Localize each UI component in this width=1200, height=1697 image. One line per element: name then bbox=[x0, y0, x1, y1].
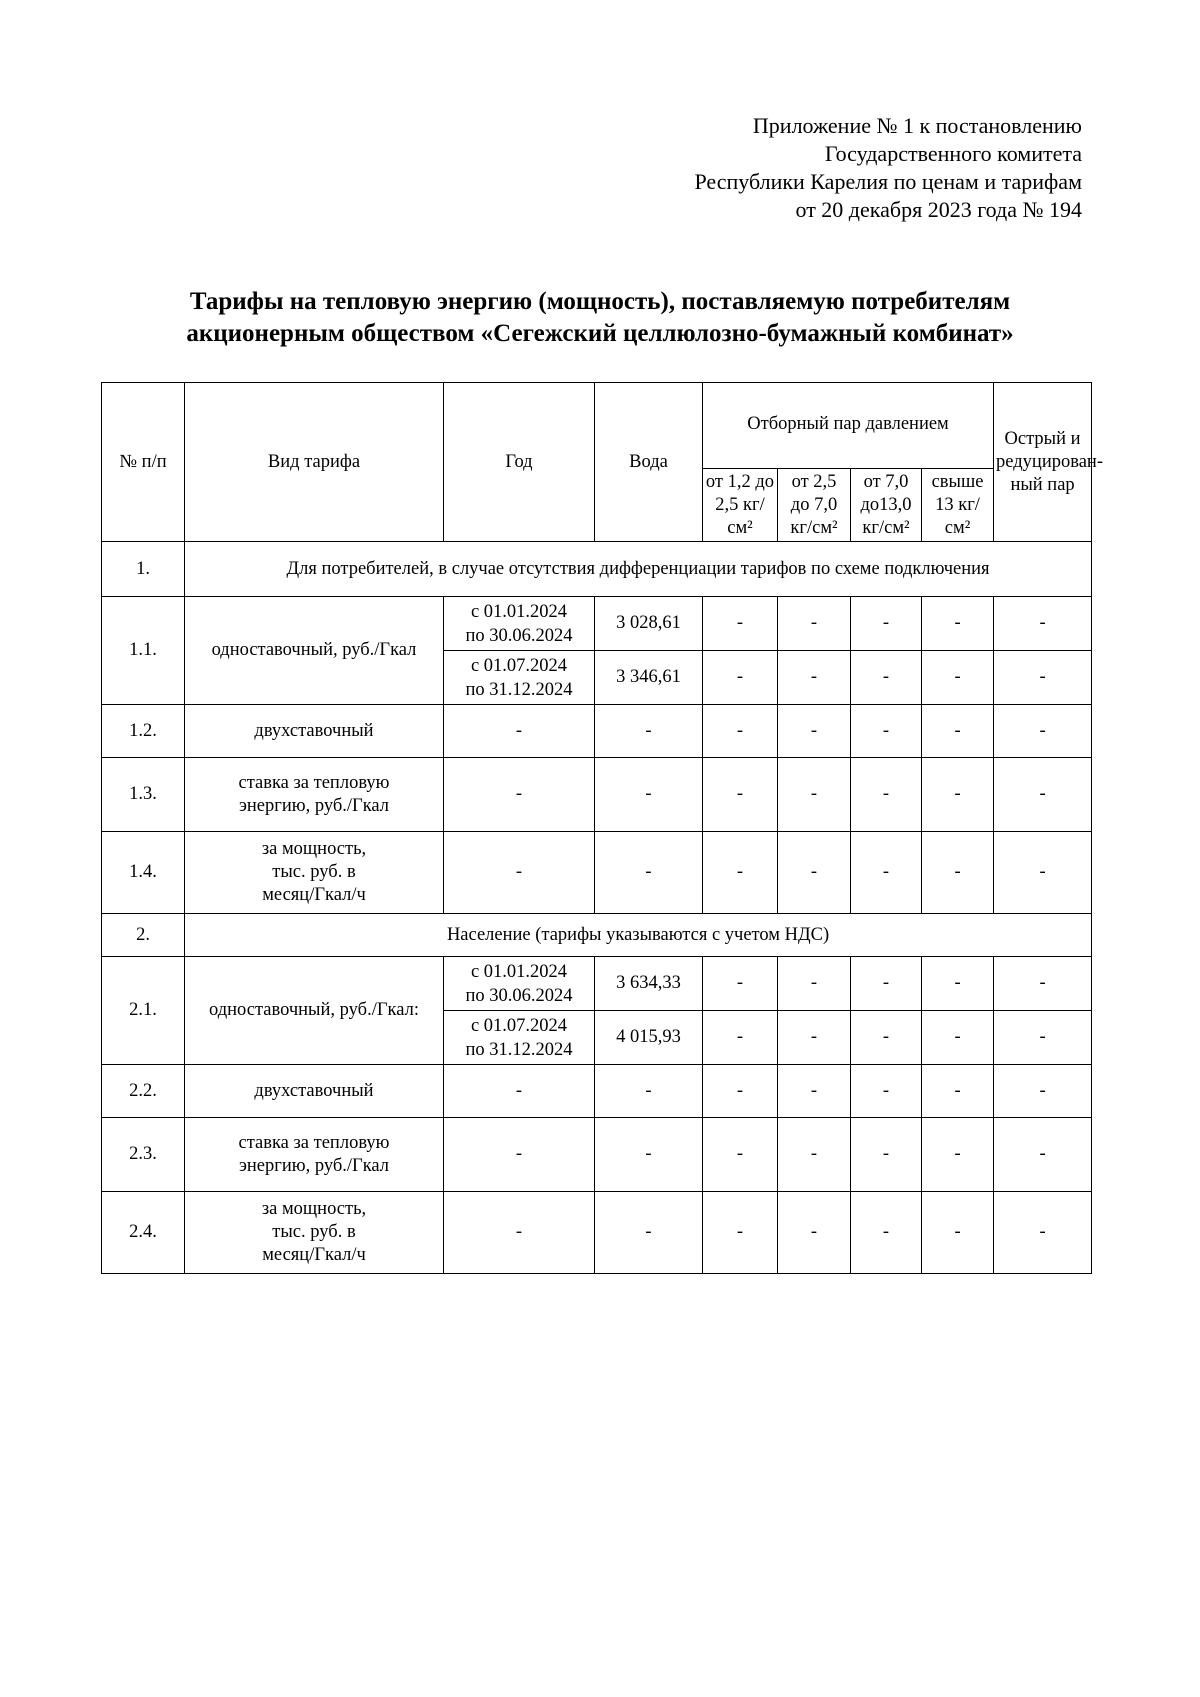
period-to: по 30.06.2024 bbox=[465, 625, 573, 646]
steam-1-value: - bbox=[703, 1065, 778, 1118]
steam-3-value: - bbox=[851, 651, 922, 705]
steam-4-value: - bbox=[922, 597, 994, 651]
row-num: 2.3. bbox=[102, 1118, 185, 1192]
row-period bbox=[444, 597, 595, 651]
steam-4-value: - bbox=[922, 1118, 994, 1192]
row-kind-line: месяц/Гкал/ч bbox=[262, 885, 366, 905]
row-period bbox=[444, 957, 595, 1011]
row-kind bbox=[185, 1065, 444, 1118]
title-line-2: акционерным обществом «Сегежский целлюлозно-бумажный комбинат» bbox=[186, 320, 1014, 347]
steam-2-value: - bbox=[778, 832, 851, 914]
water-value: - bbox=[595, 1065, 703, 1118]
steam-4-value: - bbox=[922, 705, 994, 758]
section-title: Для потребителей, в случае отсутствия дифференциации тарифов по схеме подключения bbox=[185, 542, 1092, 597]
sharp-steam-value: - bbox=[994, 1011, 1092, 1065]
row-kind-line: двухставочный bbox=[254, 720, 374, 741]
steam-3-value: - bbox=[851, 597, 922, 651]
steam-2-value: - bbox=[778, 957, 851, 1011]
appendix-line: Приложение № 1 к постановлению bbox=[752, 113, 1082, 138]
steam-4-value: - bbox=[922, 651, 994, 705]
period-from: с 01.07.2024 bbox=[470, 1015, 568, 1036]
row-kind bbox=[185, 832, 444, 914]
section-num: 1. bbox=[102, 542, 185, 597]
water-value: - bbox=[595, 832, 703, 914]
title-line-1: Тарифы на тепловую энергию (мощность), поставляемую потребителям bbox=[189, 288, 1011, 315]
steam-2-value: - bbox=[778, 1118, 851, 1192]
period-to: по 30.06.2024 bbox=[465, 985, 573, 1006]
row-kind: одноставочный, руб./Гкал bbox=[185, 597, 444, 705]
steam-3-value: - bbox=[851, 1192, 922, 1274]
row-year: - bbox=[444, 705, 595, 758]
steam-3-value: - bbox=[851, 705, 922, 758]
header-steam-2: от 2,5 до 7,0 кг/см² bbox=[778, 469, 851, 542]
row-kind-line: ставка за тепловую bbox=[238, 772, 390, 793]
table-row bbox=[102, 1065, 1092, 1118]
water-value: - bbox=[595, 758, 703, 832]
tariff-table bbox=[101, 382, 1103, 1274]
row-year: - bbox=[444, 832, 595, 914]
row-num: 1.4. bbox=[102, 832, 185, 914]
steam-3-value: - bbox=[851, 957, 922, 1011]
table-row bbox=[102, 1118, 1092, 1192]
row-period bbox=[444, 651, 595, 705]
period-to: по 31.12.2024 bbox=[465, 679, 573, 700]
steam-2-value: - bbox=[778, 597, 851, 651]
steam-2-value: - bbox=[778, 758, 851, 832]
steam-1-value: - bbox=[703, 597, 778, 651]
steam-2-value: - bbox=[778, 1065, 851, 1118]
row-num: 2.4. bbox=[102, 1192, 185, 1274]
header-kind: Вид тарифа bbox=[185, 383, 444, 542]
steam-4-value: - bbox=[922, 832, 994, 914]
row-kind-line: тыс. руб. в bbox=[272, 1222, 356, 1242]
steam-1-value: - bbox=[703, 1118, 778, 1192]
steam-3-value: - bbox=[851, 1118, 922, 1192]
header-steam-1: от 1,2 до 2,5 кг/см² bbox=[703, 469, 778, 542]
section-row bbox=[102, 914, 1092, 957]
row-num: 1.3. bbox=[102, 758, 185, 832]
row-kind: одноставочный, руб./Гкал: bbox=[185, 957, 444, 1065]
period-from: с 01.01.2024 bbox=[470, 961, 568, 982]
sharp-steam-value: - bbox=[994, 1192, 1092, 1274]
steam-1-value: - bbox=[703, 1192, 778, 1274]
row-kind bbox=[185, 1118, 444, 1192]
row-kind-line: за мощность, bbox=[261, 1199, 367, 1219]
row-kind bbox=[185, 705, 444, 758]
section-title: Население (тарифы указываются с учетом НДС) bbox=[185, 914, 1092, 957]
appendix-line: Республики Карелия по ценам и тарифам bbox=[694, 169, 1082, 194]
header-year: Год bbox=[444, 383, 595, 542]
row-num: 1.2. bbox=[102, 705, 185, 758]
steam-2-value: - bbox=[778, 705, 851, 758]
row-kind-line: за мощность, bbox=[261, 839, 367, 859]
period-from: с 01.01.2024 bbox=[470, 601, 568, 622]
period-to: по 31.12.2024 bbox=[465, 1039, 573, 1060]
steam-1-value: - bbox=[703, 758, 778, 832]
section-num: 2. bbox=[102, 914, 185, 957]
row-num: 1.1. bbox=[102, 597, 185, 705]
steam-3-value: - bbox=[851, 758, 922, 832]
steam-4-value: - bbox=[922, 957, 994, 1011]
sharp-steam-value: - bbox=[994, 705, 1092, 758]
water-value: - bbox=[595, 1118, 703, 1192]
row-year: - bbox=[444, 1192, 595, 1274]
steam-3-value: - bbox=[851, 1065, 922, 1118]
sharp-steam-value: - bbox=[994, 758, 1092, 832]
water-value: 3 346,61 bbox=[595, 651, 703, 705]
water-value: 3 634,33 bbox=[595, 957, 703, 1011]
steam-3-value: - bbox=[851, 832, 922, 914]
steam-4-value: - bbox=[922, 758, 994, 832]
table-row bbox=[102, 758, 1092, 832]
steam-1-value: - bbox=[703, 957, 778, 1011]
row-year: - bbox=[444, 758, 595, 832]
header-num: № п/п bbox=[102, 383, 185, 542]
sharp-steam-value: - bbox=[994, 1065, 1092, 1118]
steam-2-value: - bbox=[778, 1011, 851, 1065]
row-kind-line: энергию, руб./Гкал bbox=[238, 1155, 390, 1176]
water-value: - bbox=[595, 705, 703, 758]
document-title bbox=[100, 286, 1100, 350]
table-row bbox=[102, 832, 1092, 914]
steam-4-value: - bbox=[922, 1011, 994, 1065]
table-row bbox=[102, 705, 1092, 758]
appendix-note bbox=[522, 112, 1082, 224]
period-from: с 01.07.2024 bbox=[470, 655, 568, 676]
sharp-steam-value: - bbox=[994, 832, 1092, 914]
steam-1-value: - bbox=[703, 705, 778, 758]
appendix-line: от 20 декабря 2023 года № 194 bbox=[795, 197, 1082, 222]
steam-1-value: - bbox=[703, 651, 778, 705]
table-row bbox=[102, 957, 1092, 1011]
appendix-line: Государственного комитета bbox=[824, 141, 1082, 166]
steam-2-value: - bbox=[778, 651, 851, 705]
steam-2-value: - bbox=[778, 1192, 851, 1274]
water-value: 3 028,61 bbox=[595, 597, 703, 651]
sharp-steam-value: - bbox=[994, 597, 1092, 651]
row-kind-line: месяц/Гкал/ч bbox=[262, 1245, 366, 1265]
row-kind-line: ставка за тепловую bbox=[238, 1132, 390, 1153]
steam-1-value: - bbox=[703, 1011, 778, 1065]
row-year: - bbox=[444, 1065, 595, 1118]
row-period bbox=[444, 1011, 595, 1065]
sharp-steam-value: - bbox=[994, 1118, 1092, 1192]
row-kind-line: энергию, руб./Гкал bbox=[238, 795, 390, 816]
sharp-steam-value: - bbox=[994, 957, 1092, 1011]
header-sharp-steam: Острый и редуцирован-ный пар bbox=[994, 383, 1092, 542]
row-year: - bbox=[444, 1118, 595, 1192]
section-row bbox=[102, 542, 1092, 597]
row-num: 2.2. bbox=[102, 1065, 185, 1118]
header-steam-4: свыше 13 кг/см² bbox=[922, 469, 994, 542]
row-kind-line: тыс. руб. в bbox=[272, 862, 356, 882]
header-steam-group: Отборный пар давлением bbox=[703, 383, 994, 469]
steam-3-value: - bbox=[851, 1011, 922, 1065]
row-num: 2.1. bbox=[102, 957, 185, 1065]
water-value: 4 015,93 bbox=[595, 1011, 703, 1065]
water-value: - bbox=[595, 1192, 703, 1274]
sharp-steam-value: - bbox=[994, 651, 1092, 705]
header-water: Вода bbox=[595, 383, 703, 542]
row-kind-line: двухставочный bbox=[254, 1080, 374, 1101]
steam-4-value: - bbox=[922, 1192, 994, 1274]
table-row bbox=[102, 1192, 1092, 1274]
row-kind bbox=[185, 758, 444, 832]
header-steam-3: от 7,0 до13,0 кг/см² bbox=[851, 469, 922, 542]
table-row bbox=[102, 597, 1092, 651]
header-row bbox=[102, 383, 1092, 469]
row-kind bbox=[185, 1192, 444, 1274]
steam-1-value: - bbox=[703, 832, 778, 914]
steam-4-value: - bbox=[922, 1065, 994, 1118]
